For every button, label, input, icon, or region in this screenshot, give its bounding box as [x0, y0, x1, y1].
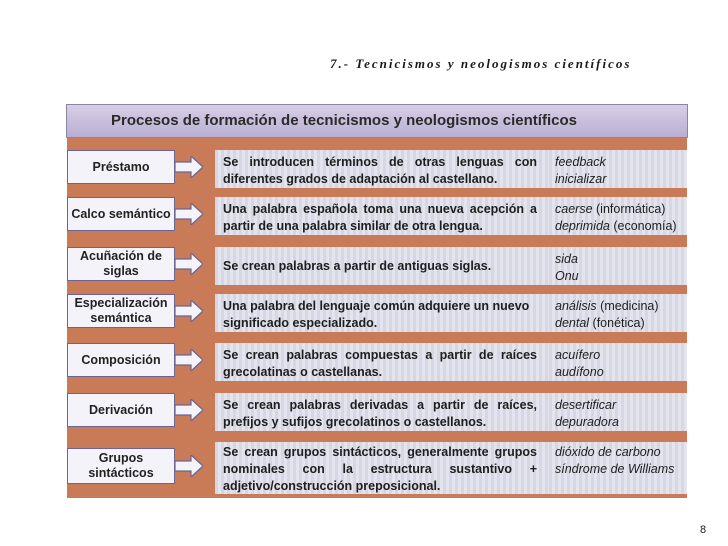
row-label: Préstamo [67, 150, 175, 184]
example-1: caerse [555, 202, 593, 216]
row-label: Calco semántico [67, 197, 175, 231]
table-row [67, 442, 687, 494]
example-1-note: (informática) [592, 202, 666, 216]
example-1: acuífero [555, 348, 601, 362]
example-2: dental [555, 316, 590, 330]
example-2-note: (economía) [609, 219, 677, 233]
row-label: Especialización semántica [67, 294, 175, 328]
example-2: depuradora [555, 415, 619, 429]
example-2: audífono [555, 365, 604, 379]
examples-cell [549, 294, 687, 332]
examples-cell [549, 343, 687, 381]
examples-cell [549, 247, 687, 285]
example-1: feedback [555, 155, 606, 169]
description-text: Se crean palabras compuestas a partir de raíces grecolatinas o castellanas. [223, 348, 537, 379]
description-text: Se introducen términos de otras lenguas con diferentes grados de adaptación al castellano. [223, 155, 537, 186]
row-label: Composición [67, 343, 175, 377]
example-2: Onu [555, 269, 579, 283]
example-2: síndrome de Williams [555, 462, 675, 476]
description-text: Se crean palabras derivadas a partir de raíces, prefijos y sufijos grecolatinos o castellanos. [223, 398, 537, 429]
table-header [66, 104, 688, 138]
arrow-right-icon [175, 156, 203, 178]
table-row [67, 197, 687, 235]
arrow-right-icon [175, 455, 203, 477]
examples-cell [549, 197, 687, 235]
description-text: Una palabra española toma una nueva acepción a partir de una palabra similar de otra lengua. [223, 202, 537, 233]
row-label: Derivación [67, 393, 175, 427]
row-label: Acuñación de siglas [67, 247, 175, 281]
table-row [67, 294, 687, 332]
row-label: Grupos sintácticos [67, 448, 175, 484]
arrow-right-icon [175, 300, 203, 322]
example-2-note: (fonética) [589, 316, 645, 330]
arrow-right-icon [175, 349, 203, 371]
example-2: deprimida [555, 219, 610, 233]
arrow-right-icon [175, 253, 203, 275]
example-1-note: (medicina) [596, 299, 659, 313]
table-row [67, 150, 687, 188]
example-2: inicializar [555, 172, 607, 186]
page-number: 8 [700, 524, 707, 536]
description-text: Una palabra del lenguaje común adquiere un nuevo significado especializado. [223, 299, 530, 330]
example-1: análisis [555, 299, 597, 313]
table-row [67, 393, 687, 431]
table-row [67, 343, 687, 381]
examples-cell [549, 150, 687, 188]
arrow-right-icon [175, 203, 203, 225]
slide-title: 7.- Tecnicismos y neologismos científicos [330, 56, 632, 71]
arrow-right-icon [175, 399, 203, 421]
example-1: sida [555, 252, 578, 266]
example-1: desertificar [555, 398, 617, 412]
table-row [67, 247, 687, 285]
example-1: dióxido de carbono [555, 445, 661, 459]
description-text: Se crean palabras a partir de antiguas siglas. [223, 259, 492, 273]
description-text: Se crean grupos sintácticos, generalmente grupos nominales con la estructura sustantivo + adjetivo/construcción preposicional. [223, 445, 537, 493]
header-text: Procesos de formación de tecnicismos y neologismos científicos [111, 112, 577, 129]
examples-cell [549, 393, 687, 431]
examples-cell [549, 442, 687, 494]
